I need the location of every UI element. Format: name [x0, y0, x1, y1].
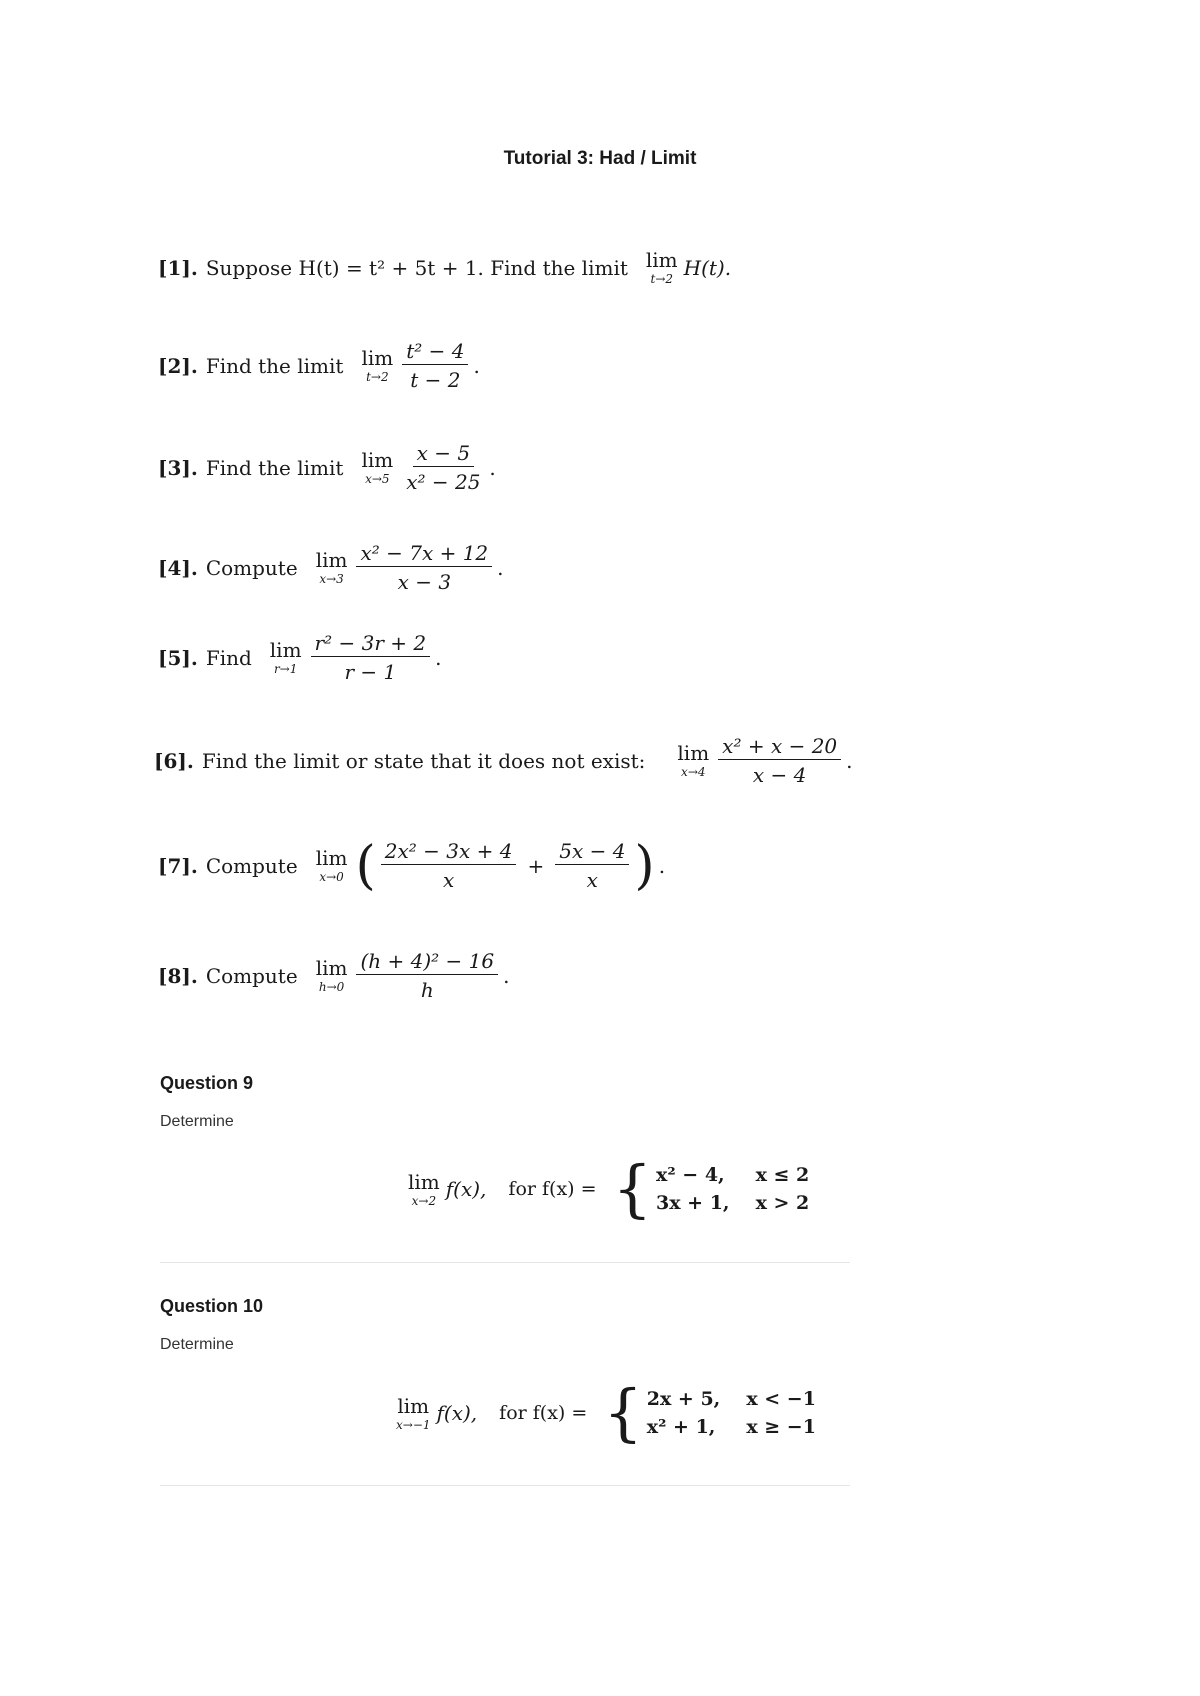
right-paren: )	[634, 835, 655, 896]
lim-label: lim	[315, 548, 348, 572]
problem-text: Compute	[205, 853, 298, 878]
problem-number: [4].	[158, 555, 198, 580]
limit-operator	[316, 958, 348, 993]
limit-expression: f(x),	[445, 1177, 487, 1201]
lim-label: lim	[397, 1393, 430, 1418]
limit-operator	[361, 348, 393, 383]
lim-subscript: x→−1	[396, 1417, 431, 1432]
problem-text: Compute	[205, 555, 298, 580]
problem-number: [8].	[158, 963, 198, 988]
end-punctuation: .	[846, 748, 853, 773]
question-10-expression	[396, 1376, 816, 1449]
question-9-prompt: Determine	[160, 1113, 234, 1130]
piecewise-cases	[647, 1388, 816, 1438]
lim-label: lim	[408, 1169, 440, 1194]
problem-2	[158, 338, 480, 393]
denominator: r − 1	[344, 660, 397, 684]
case-condition: x > 2	[755, 1192, 810, 1214]
lim-label: lim	[269, 638, 302, 662]
fraction	[356, 540, 492, 595]
left-brace: {	[612, 1152, 653, 1225]
limit-operator	[270, 640, 302, 675]
problem-number: [3].	[158, 455, 198, 480]
denominator: x² − 25	[406, 470, 481, 494]
lim-label: lim	[361, 448, 394, 472]
fraction	[356, 948, 498, 1003]
case-expression: 3x + 1,	[656, 1192, 730, 1214]
divider	[160, 1262, 850, 1263]
lim-subscript: t→2	[650, 272, 674, 286]
lim-subscript: x→5	[365, 472, 390, 486]
end-punctuation: .	[489, 455, 496, 480]
page-title: Tutorial 3: Had / Limit	[503, 148, 697, 169]
limit-operator	[646, 250, 678, 285]
fraction-1	[381, 838, 517, 893]
left-brace: {	[603, 1376, 643, 1449]
limit-operator	[316, 550, 348, 585]
limit-operator	[316, 848, 348, 883]
fraction-2	[555, 838, 629, 893]
end-punctuation: .	[658, 853, 666, 878]
fraction	[402, 338, 468, 393]
denominator: x − 3	[397, 570, 452, 594]
lim-subscript: h→0	[318, 980, 345, 994]
denominator: h	[420, 978, 434, 1002]
denominator: x	[586, 868, 598, 892]
problem-text: Find the limit or state that it does not exist:	[201, 748, 646, 773]
numerator: r² − 3r + 2	[311, 630, 431, 657]
limit-expression: H(t).	[683, 255, 732, 280]
for-label: for f(x) =	[508, 1178, 597, 1200]
limit-operator	[396, 1393, 431, 1432]
limit-operator	[408, 1169, 440, 1208]
lim-subscript: x→2	[411, 1193, 437, 1208]
problem-number: [7].	[158, 853, 198, 878]
end-punctuation: .	[473, 353, 480, 378]
limit-operator	[361, 450, 393, 485]
case-expression: x² − 4,	[656, 1164, 725, 1186]
numerator: (h + 4)² − 16	[356, 948, 498, 975]
numerator: t² − 4	[402, 338, 468, 365]
problem-number: [1].	[158, 255, 198, 280]
end-punctuation: .	[435, 645, 442, 670]
numerator: x − 5	[413, 440, 474, 467]
lim-subscript: x→0	[319, 870, 344, 884]
lim-label: lim	[315, 956, 348, 980]
denominator: x − 4	[752, 763, 807, 787]
numerator: 5x − 4	[555, 838, 629, 865]
case-expression: 2x + 5,	[646, 1388, 721, 1410]
problem-4	[158, 540, 504, 595]
problem-text: Suppose H(t) = t² + 5t + 1. Find the limit	[205, 255, 628, 280]
divider	[160, 1485, 850, 1486]
lim-label: lim	[645, 248, 678, 272]
lim-subscript: t→2	[366, 370, 389, 384]
case-condition: x ≤ 2	[755, 1164, 810, 1186]
problem-text: Find the limit	[205, 353, 344, 378]
end-punctuation: .	[497, 555, 504, 580]
case-expression: x² + 1,	[646, 1416, 716, 1438]
numerator: x² + x − 20	[718, 733, 841, 760]
case-condition: x < −1	[746, 1388, 816, 1410]
problem-5	[158, 630, 441, 685]
fraction	[311, 630, 431, 685]
for-label: for f(x) =	[499, 1402, 588, 1424]
problem-text: Find the limit	[205, 455, 344, 480]
lim-subscript: x→4	[681, 765, 706, 779]
problem-1	[158, 250, 731, 285]
problem-8	[158, 948, 509, 1003]
numerator: 2x² − 3x + 4	[381, 838, 517, 865]
lim-subscript: x→3	[319, 572, 344, 586]
problem-3	[158, 440, 496, 495]
question-9-heading: Question 9	[160, 1073, 254, 1093]
denominator: x	[442, 868, 455, 892]
question-9-expression	[408, 1152, 810, 1225]
plus-operator: +	[527, 853, 545, 878]
problem-number: [5].	[158, 645, 198, 670]
left-paren: (	[355, 835, 376, 896]
problem-text: Compute	[205, 963, 298, 988]
piecewise-cases	[656, 1164, 809, 1214]
problem-number: [2].	[158, 353, 198, 378]
question-10-heading: Question 10	[160, 1296, 264, 1316]
problem-7	[158, 835, 666, 896]
end-punctuation: .	[503, 963, 510, 988]
fraction	[718, 733, 841, 788]
limit-operator	[677, 743, 709, 778]
problem-text: Find	[205, 645, 252, 670]
denominator: t − 2	[410, 368, 461, 392]
case-condition: x ≥ −1	[746, 1416, 816, 1438]
limit-expression: f(x),	[436, 1401, 478, 1425]
problem-number: [6].	[154, 748, 194, 773]
lim-subscript: r→1	[273, 662, 298, 676]
lim-label: lim	[677, 741, 710, 765]
question-10-prompt: Determine	[160, 1336, 234, 1353]
numerator: x² − 7x + 12	[356, 540, 492, 567]
lim-label: lim	[315, 846, 348, 870]
problem-6	[154, 733, 853, 788]
fraction	[402, 440, 484, 495]
lim-label: lim	[361, 346, 394, 370]
